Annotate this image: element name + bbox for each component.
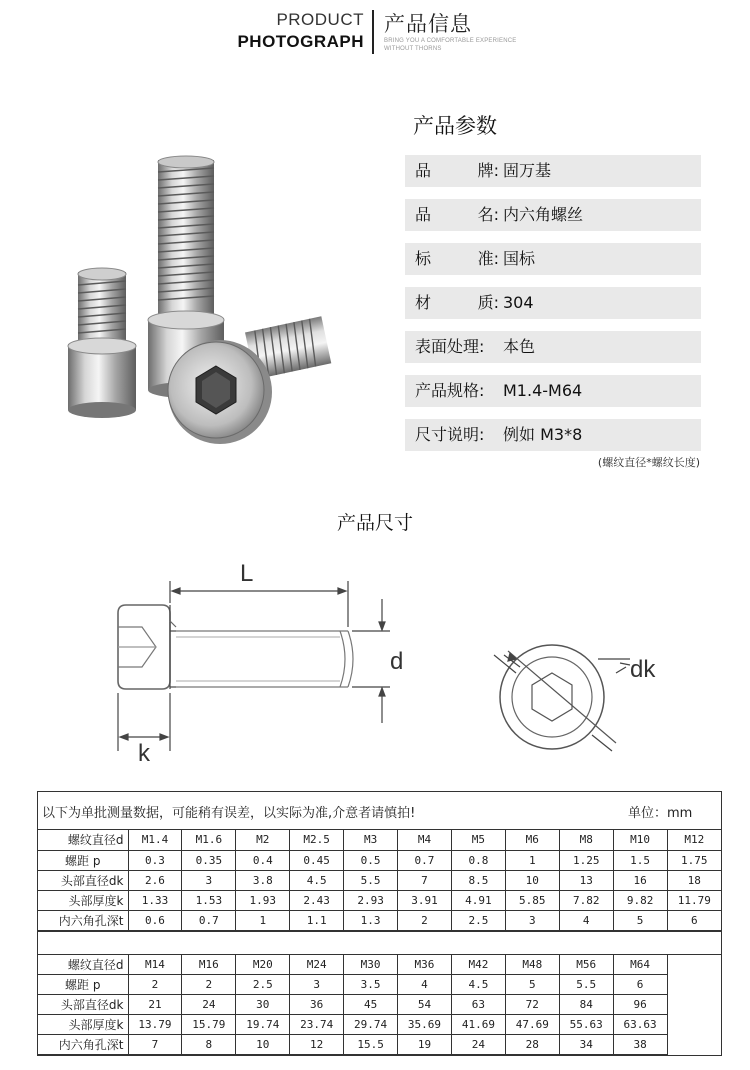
table-cell: 6 [613, 975, 667, 995]
param-key: 品 [415, 205, 432, 224]
table-cell: 9.82 [613, 890, 667, 910]
table-row-head-dia [38, 995, 721, 1015]
table-cell: M1.6 [182, 830, 236, 850]
table-cell: 72 [505, 995, 559, 1015]
param-key: 产品规格: [415, 381, 485, 400]
params-title: 产品参数 [413, 114, 497, 138]
table-cell: 30 [236, 995, 290, 1015]
param-value: 固万基 [503, 161, 552, 180]
table-row-size [38, 830, 721, 850]
table-cell: M10 [613, 830, 667, 850]
param-row-name [405, 199, 701, 231]
table-note: 以下为单批测量数据，可能稍有误差，以实际为准,介意者请慎拍! [42, 806, 416, 821]
param-row-brand [405, 155, 701, 187]
spec-table-group2 [38, 955, 721, 1056]
spec-table [37, 791, 722, 1056]
table-cell: 10 [236, 1035, 290, 1055]
table-cell-empty [667, 975, 721, 995]
table-cell: 1.1 [290, 910, 344, 930]
table-cell-empty [667, 1015, 721, 1035]
table-cell: 2.43 [290, 890, 344, 910]
row-label: 头部直径dk [38, 995, 128, 1015]
table-row-pitch [38, 975, 721, 995]
header-divider [372, 10, 374, 54]
table-cell: 0.45 [290, 850, 344, 870]
table-cell: 63.63 [613, 1015, 667, 1035]
table-cell: 12 [290, 1035, 344, 1055]
row-label: 螺距 p [38, 975, 128, 995]
table-cell: 41.69 [451, 1015, 505, 1035]
table-cell: 1.33 [128, 890, 182, 910]
table-cell: 19 [398, 1035, 452, 1055]
param-key: 牌: [477, 161, 499, 180]
table-cell: M20 [236, 955, 290, 975]
table-cell: 38 [613, 1035, 667, 1055]
table-cell: 24 [451, 1035, 505, 1055]
table-cell: 45 [344, 995, 398, 1015]
table-cell: 2 [182, 975, 236, 995]
table-cell: M1.4 [128, 830, 182, 850]
table-row-hex-depth [38, 1035, 721, 1055]
table-cell: 4.5 [451, 975, 505, 995]
table-cell: 1.3 [344, 910, 398, 930]
table-row-hex-depth [38, 910, 721, 930]
label-k: k [138, 740, 150, 767]
param-key: 准: [477, 249, 499, 268]
table-cell: 0.35 [182, 850, 236, 870]
table-cell: 1 [236, 910, 290, 930]
table-cell: 3.5 [344, 975, 398, 995]
table-row-size [38, 955, 721, 975]
row-label: 螺纹直径d [38, 830, 128, 850]
table-cell: 18 [667, 870, 721, 890]
table-cell: 19.74 [236, 1015, 290, 1035]
table-cell: M3 [344, 830, 398, 850]
table-cell: M48 [505, 955, 559, 975]
table-cell: 1.75 [667, 850, 721, 870]
table-cell: M2.5 [290, 830, 344, 850]
table-cell: 1.5 [613, 850, 667, 870]
table-cell: M36 [398, 955, 452, 975]
table-cell: 34 [559, 1035, 613, 1055]
param-row-material [405, 287, 701, 319]
table-cell: 3.8 [236, 870, 290, 890]
size-note: (螺纹直径*螺纹长度) [597, 456, 700, 469]
table-cell: 4 [398, 975, 452, 995]
param-value: 例如 M3*8 [503, 425, 583, 444]
table-cell: 84 [559, 995, 613, 1015]
table-cell: 1.53 [182, 890, 236, 910]
row-label: 头部厚度k [38, 890, 128, 910]
row-label: 内六角孔深t [38, 910, 128, 930]
row-label: 头部厚度k [38, 1015, 128, 1035]
param-row-size [405, 419, 701, 451]
spec-table-group1 [38, 830, 721, 931]
label-d: d [390, 648, 404, 675]
table-gap [38, 931, 721, 955]
small-screw [68, 268, 136, 418]
table-cell: 55.63 [559, 1015, 613, 1035]
table-cell: M5 [451, 830, 505, 850]
param-value: 本色 [503, 337, 536, 356]
table-cell: 10 [505, 870, 559, 890]
table-cell: 8.5 [451, 870, 505, 890]
table-cell: 21 [128, 995, 182, 1015]
table-cell: 0.5 [344, 850, 398, 870]
header-en-line2: PHOTOGRAPH [237, 32, 364, 51]
param-key: 品 [415, 161, 432, 180]
table-cell: 1.93 [236, 890, 290, 910]
table-row-pitch [38, 850, 721, 870]
table-cell: 29.74 [344, 1015, 398, 1035]
table-cell: 4.91 [451, 890, 505, 910]
table-cell: 3.91 [398, 890, 452, 910]
table-cell: M56 [559, 955, 613, 975]
section-header [0, 0, 750, 60]
table-unit: 单位：mm [628, 806, 693, 821]
table-cell: 8 [182, 1035, 236, 1055]
table-cell: 0.6 [128, 910, 182, 930]
table-cell: M2 [236, 830, 290, 850]
table-cell: M4 [398, 830, 452, 850]
header-english [237, 10, 364, 54]
table-cell: 3 [182, 870, 236, 890]
product-photo [40, 140, 370, 460]
table-cell: 5.5 [559, 975, 613, 995]
param-key: 尺寸说明: [415, 425, 485, 444]
table-cell: M64 [613, 955, 667, 975]
param-value: 内六角螺丝 [503, 205, 584, 224]
table-cell: 35.69 [398, 1015, 452, 1035]
table-cell: 1 [505, 850, 559, 870]
table-cell: M8 [559, 830, 613, 850]
row-label: 螺距 p [38, 850, 128, 870]
label-L: L [240, 560, 254, 587]
table-cell: 54 [398, 995, 452, 1015]
table-cell-empty [667, 995, 721, 1015]
param-key: 名: [477, 205, 499, 224]
table-cell: 4.5 [290, 870, 344, 890]
table-cell: 96 [613, 995, 667, 1015]
table-cell: 13 [559, 870, 613, 890]
table-cell: M12 [667, 830, 721, 850]
header-cn-title: 产品信息 [384, 12, 472, 36]
table-cell: 5.5 [344, 870, 398, 890]
param-row-standard [405, 243, 701, 275]
table-cell: M24 [290, 955, 344, 975]
table-cell: 3 [505, 910, 559, 930]
table-header [38, 792, 721, 830]
table-cell: 15.79 [182, 1015, 236, 1035]
row-label: 内六角孔深t [38, 1035, 128, 1055]
table-cell: 16 [613, 870, 667, 890]
table-cell: 2 [128, 975, 182, 995]
table-cell: 2.93 [344, 890, 398, 910]
table-cell: 0.7 [182, 910, 236, 930]
table-cell: 0.7 [398, 850, 452, 870]
table-cell: 36 [290, 995, 344, 1015]
param-value: 国标 [503, 249, 536, 268]
table-cell: 7 [128, 1035, 182, 1055]
table-cell: 2.6 [128, 870, 182, 890]
table-cell: M30 [344, 955, 398, 975]
table-cell: 23.74 [290, 1015, 344, 1035]
param-key: 表面处理: [415, 337, 485, 356]
table-cell: 1.25 [559, 850, 613, 870]
label-dk: dk [630, 656, 656, 683]
table-cell: 5 [613, 910, 667, 930]
table-cell: M14 [128, 955, 182, 975]
param-row-surface [405, 331, 701, 363]
table-cell: 28 [505, 1035, 559, 1055]
table-cell: 4 [559, 910, 613, 930]
param-key: 标 [415, 249, 432, 268]
table-cell: 47.69 [505, 1015, 559, 1035]
table-cell: 5.85 [505, 890, 559, 910]
table-row-head-dia [38, 870, 721, 890]
table-cell: 63 [451, 995, 505, 1015]
row-label: 螺纹直径d [38, 955, 128, 975]
table-cell: 7 [398, 870, 452, 890]
param-key: 材 [415, 293, 432, 312]
table-cell: 3 [290, 975, 344, 995]
table-cell: 7.82 [559, 890, 613, 910]
table-cell: 2.5 [236, 975, 290, 995]
table-cell: 0.8 [451, 850, 505, 870]
table-cell: 11.79 [667, 890, 721, 910]
table-cell: 2 [398, 910, 452, 930]
table-row-head-thk [38, 890, 721, 910]
table-cell: M16 [182, 955, 236, 975]
table-cell: 6 [667, 910, 721, 930]
table-cell: 15.5 [344, 1035, 398, 1055]
param-value: M1.4-M64 [503, 381, 583, 400]
table-cell: 2.5 [451, 910, 505, 930]
table-cell-empty [667, 955, 721, 975]
header-subtitle-line2: WITHOUT THORNS [384, 46, 442, 52]
header-subtitle [384, 37, 524, 53]
table-cell: M42 [451, 955, 505, 975]
param-key: 质: [477, 293, 499, 312]
table-cell-empty [667, 1035, 721, 1055]
table-row-head-thk [38, 1015, 721, 1035]
table-cell: 5 [505, 975, 559, 995]
header-subtitle-line1: BRING YOU A COMFORTABLE EXPERIENCE [384, 38, 517, 44]
header-en-line1: PRODUCT [276, 10, 364, 29]
table-cell: 24 [182, 995, 236, 1015]
size-title: 产品尺寸 [336, 512, 413, 534]
dimension-diagram [100, 555, 690, 770]
table-cell: 0.3 [128, 850, 182, 870]
table-cell: 13.79 [128, 1015, 182, 1035]
row-label: 头部直径dk [38, 870, 128, 890]
table-cell: 0.4 [236, 850, 290, 870]
param-value: 304 [503, 293, 534, 312]
table-cell: M6 [505, 830, 559, 850]
param-row-spec [405, 375, 701, 407]
